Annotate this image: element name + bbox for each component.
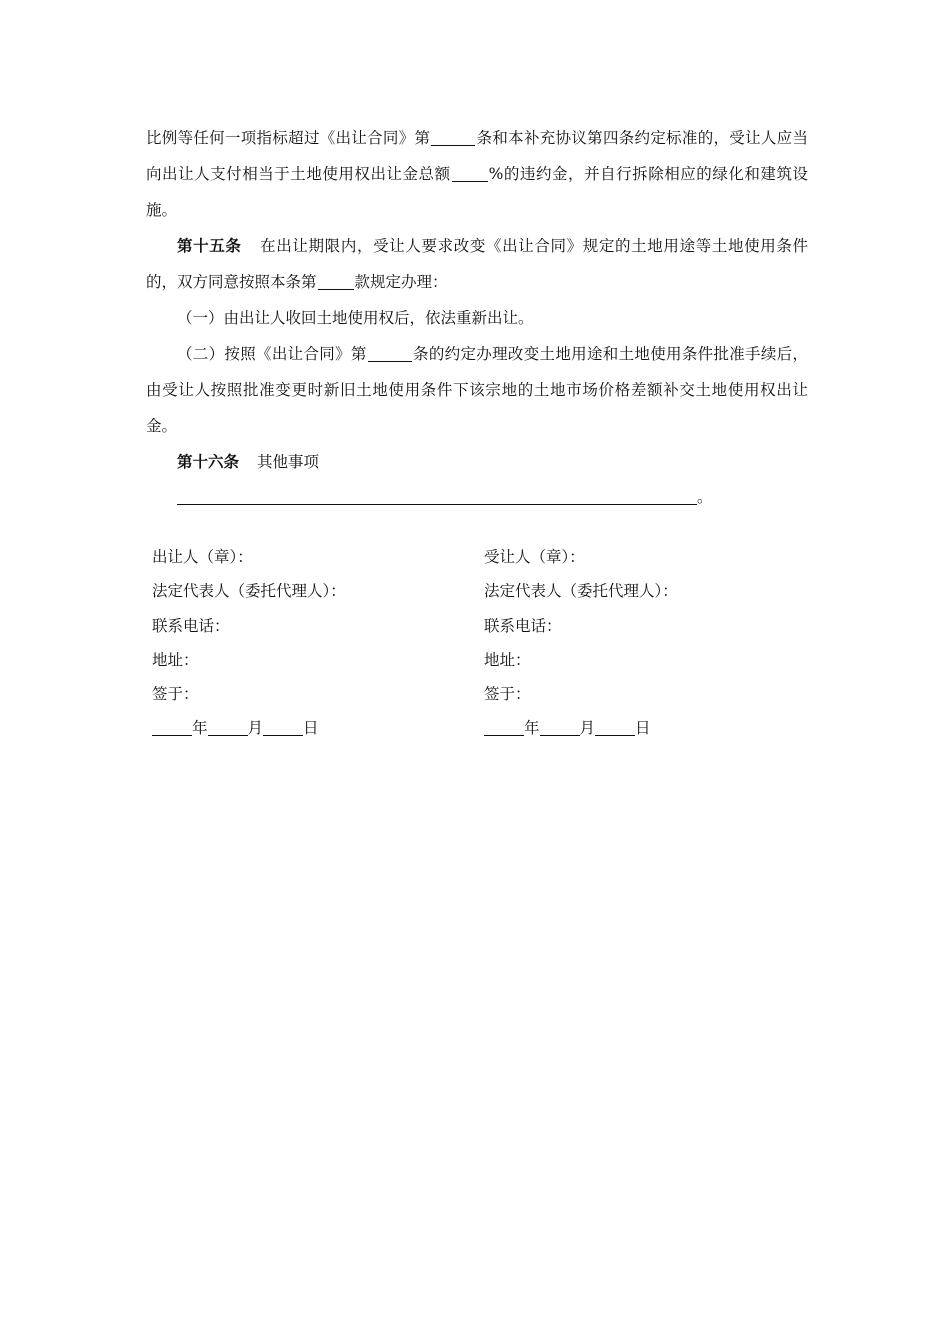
day-label: 日 <box>635 719 651 738</box>
month-label: 月 <box>579 719 596 738</box>
fill-line <box>177 486 697 505</box>
article-15-item-1: （一）由出让人收回土地使用权后，依法重新出让。 <box>177 309 534 327</box>
text-segment: 条的约定办理改变土地用途和土地使用条件批准手续后，由受让人按照批准变更时新旧土地使用条件下该宗地的土地市场价格差额补交土地使用权出让金。 <box>146 345 808 435</box>
text-segment: 比例等任何一项指标超过《出让合同》第 <box>146 129 431 147</box>
article-15-item-2 <box>146 336 808 444</box>
fill-blank <box>368 346 412 363</box>
address-label: 地址： <box>152 650 199 669</box>
contract-body <box>146 120 808 514</box>
text-segment: %的违约金，并自行拆除相应的绿化和建筑设施。 <box>146 165 808 219</box>
text-segment: 条和本补充协议第四条约定标准的，受让人应当向出让人支付相当于土地使用权出让金总额 <box>146 129 808 183</box>
signed-at-label: 签于： <box>152 685 199 704</box>
article-heading: 第十六条 <box>177 452 240 471</box>
year-blank <box>484 720 524 737</box>
text-segment: （二）按照《出让合同》第 <box>177 345 367 363</box>
month-blank <box>208 720 248 737</box>
phone-label: 联系电话： <box>484 616 562 635</box>
date-line <box>152 711 346 745</box>
year-label: 年 <box>524 719 540 738</box>
day-blank <box>263 720 303 737</box>
transferee-signature <box>484 540 678 746</box>
address-label: 地址： <box>484 650 531 669</box>
party-label: 出让人（章）： <box>152 548 253 566</box>
line-end-mark: 。 <box>697 488 713 506</box>
article-heading: 第十五条 <box>177 236 242 255</box>
fill-blank <box>431 130 475 147</box>
day-label: 日 <box>303 719 319 738</box>
text-segment: 款规定办理： <box>354 273 448 291</box>
fill-blank <box>318 274 354 291</box>
month-label: 月 <box>247 719 264 738</box>
date-line <box>484 711 678 745</box>
text-segment: 在出让期限内，受让人要求改变《出让合同》规定的土地用途等土地使用条件的，双方同意按照本条第 <box>146 237 808 291</box>
phone-label: 联系电话： <box>152 616 230 635</box>
party-label: 受让人（章）： <box>484 548 585 566</box>
day-blank <box>595 720 635 737</box>
fill-blank <box>452 166 488 183</box>
other-matters-line <box>146 480 808 514</box>
article-15 <box>146 228 808 300</box>
representative-label: 法定代表人（委托代理人）： <box>484 582 678 601</box>
paragraph-continued <box>146 120 808 228</box>
year-blank <box>152 720 192 737</box>
transferor-signature <box>152 540 346 746</box>
representative-label: 法定代表人（委托代理人）： <box>152 582 346 601</box>
text-segment: 其他事项 <box>257 453 320 471</box>
article-16 <box>146 444 808 480</box>
signed-at-label: 签于： <box>484 685 531 704</box>
month-blank <box>540 720 580 737</box>
year-label: 年 <box>192 719 208 738</box>
